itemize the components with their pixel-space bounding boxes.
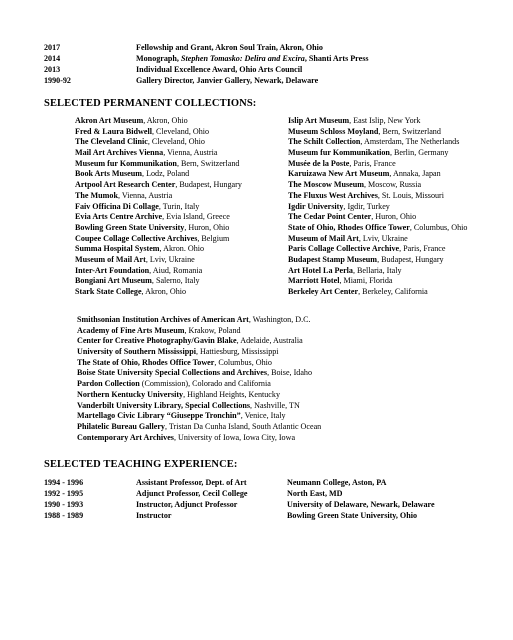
collection-item (288, 202, 467, 213)
collection-item (77, 368, 321, 379)
award-text-part: Monograph, (136, 54, 181, 63)
teaching-years: 1988 - 1989 (44, 511, 84, 520)
collection-name: Center for Creative Photography/Gavin Blake (77, 336, 237, 346)
collection-location: , Highland Heights, Kentucky (183, 389, 280, 399)
collection-item (75, 137, 242, 148)
collection-location: , Vienna, Austria (117, 190, 173, 200)
collection-name: Akron Art Museum (75, 116, 144, 125)
teaching-years: 1990 - 1993 (44, 500, 84, 509)
collection-location: , Adelaide, Australia (236, 336, 303, 346)
collection-location: , Aiud, Romania (149, 265, 203, 275)
collection-item (75, 202, 242, 213)
collection-name: Bongiani Art Museum (75, 276, 152, 286)
collection-location: , Paris, France (399, 244, 446, 254)
collection-name: The Mumok (75, 190, 118, 200)
collection-location: , Hattiesburg, Mississippi (195, 347, 279, 357)
collection-name: Contemporary Art Archives (77, 432, 174, 442)
collection-name: Igdir University (288, 201, 344, 211)
collection-item (288, 234, 467, 245)
teaching-title: Instructor, Adjunct Professor (136, 500, 238, 509)
award-title-italic: Stephen Tomasko: Delira and Excira (180, 54, 305, 63)
collection-item (288, 159, 467, 170)
collection-item (77, 347, 321, 358)
collection-location: , Miami, Florida (339, 276, 393, 286)
collection-name: Museum Schloss Moyland (288, 126, 379, 136)
collection-location: , Tristan Da Cunha Island, South Atlantic Ocean (164, 421, 322, 431)
collection-location: , Belgium (197, 233, 230, 243)
collections-left-column (75, 116, 242, 298)
collection-location: , Lodz, Poland (142, 169, 190, 179)
collection-name: Coupee Collage Collective Archives (75, 233, 198, 243)
collection-name: Berkeley Art Center (288, 287, 359, 296)
award-text-part: Fellowship and Grant, Akron Soul Train, Akron, Ohio (136, 43, 323, 52)
award-text-part: Individual Excellence Award, Ohio Arts Council (136, 65, 303, 74)
teaching-title: Adjunct Professor, Cecil College (136, 489, 248, 498)
collection-item (288, 223, 467, 234)
collection-location: , Bern, Switzerland (378, 126, 441, 136)
collection-item (75, 116, 242, 127)
collection-name: Bowling Green State University (75, 222, 185, 232)
collection-name: Pardon Collection (77, 379, 140, 389)
collection-name: Philatelic Bureau Gallery (77, 421, 165, 431)
collection-item (288, 148, 467, 159)
collection-item (77, 358, 321, 369)
award-year: 2014 (44, 54, 61, 63)
collection-item (75, 191, 242, 202)
collection-location: , Nashville, TN (250, 400, 300, 410)
collection-name: The Fluxus West Archives (288, 190, 378, 200)
collection-location: , Paris, France (349, 158, 396, 168)
collection-location: , Akron, Ohio (141, 287, 187, 296)
collection-name: The Cedar Point Center (288, 212, 372, 222)
collection-item (288, 137, 467, 148)
collection-name: Islip Art Museum (288, 116, 350, 125)
collection-name: Smithsonian Institution Archives of American Art (77, 315, 249, 324)
collection-location: , Krakow, Poland (184, 325, 241, 335)
collection-name: Faiv Officina Di Collage (75, 201, 159, 211)
collection-name: University of Southern Mississippi (77, 347, 196, 357)
collection-item (75, 244, 242, 255)
collection-name: Vanderbilt University Library, Special Collections (77, 400, 251, 410)
collections-center-column (77, 315, 321, 443)
collection-item (77, 315, 321, 326)
collections-heading: SELECTED PERMANENT COLLECTIONS: (44, 98, 257, 109)
collection-location: , Evia Island, Greece (162, 212, 230, 222)
collection-location: , Cleveland, Ohio (151, 126, 210, 136)
collection-item (288, 276, 467, 287)
collection-item (75, 169, 242, 180)
collection-location: , University of Iowa, Iowa City, Iowa (173, 432, 296, 442)
collection-item (77, 433, 321, 444)
collection-location: , Turin, Italy (158, 201, 200, 211)
collection-item (288, 244, 467, 255)
collection-location: , East Islip, New York (349, 116, 421, 125)
collection-location: , St. Louis, Missouri (377, 190, 444, 200)
collection-name: Martellago Civic Library “Giuseppe Tronchin” (77, 411, 241, 421)
collection-item (77, 401, 321, 412)
collection-location: , Amsterdam, The Netherlands (360, 137, 460, 147)
collection-item (288, 127, 467, 138)
collection-name: Academy of Fine Arts Museum (77, 325, 185, 335)
collection-item (288, 266, 467, 277)
collection-location: , Budapest, Hungary (175, 180, 242, 190)
collection-name: Marriott Hotel (288, 276, 340, 286)
collection-item (75, 148, 242, 159)
award-text (136, 43, 323, 53)
collection-location: , Berkeley, California (358, 287, 428, 296)
collection-name: Art Hotel La Perla (288, 265, 353, 275)
collection-item (77, 390, 321, 401)
collection-location: , Huron, Ohio (184, 222, 230, 232)
collection-name: Book Arts Museum (75, 169, 143, 179)
teaching-title: Assistant Professor, Dept. of Art (136, 478, 247, 487)
collection-name: Museum fur Kommunikation (288, 148, 390, 158)
collection-location: , Washington, D.C. (248, 315, 311, 324)
collection-item (75, 127, 242, 138)
collection-item (288, 255, 467, 266)
collection-name: Stark State College (75, 287, 142, 296)
collection-name: The State of Ohio, Rhodes Office Tower (77, 357, 215, 367)
collection-name: Budapest Stamp Museum (288, 254, 378, 264)
collection-name: Karuizawa New Art Museum (288, 169, 390, 179)
teaching-place: Neumann College, Aston, PA (287, 478, 387, 487)
award-year: 2017 (44, 43, 61, 52)
collection-item (288, 180, 467, 191)
collection-item (77, 326, 321, 337)
collection-item (77, 411, 321, 422)
award-year: 1990-92 (44, 76, 71, 85)
collection-name: Northern Kentucky University (77, 389, 184, 399)
teaching-heading: SELECTED TEACHING EXPERIENCE: (44, 459, 238, 470)
collection-item (288, 116, 467, 127)
award-text (136, 65, 302, 75)
award-text (136, 54, 369, 64)
collection-name: Paris Collage Collective Archive (288, 244, 400, 254)
collection-item (288, 191, 467, 202)
award-text-part: Gallery Director, Janvier Gallery, Newark, Delaware (136, 76, 319, 85)
collection-item (75, 266, 242, 277)
teaching-years: 1992 - 1995 (44, 489, 84, 498)
collection-item (75, 159, 242, 170)
collection-item (288, 212, 467, 223)
collection-item (77, 336, 321, 347)
award-text (136, 76, 318, 86)
collection-name: Evia Arts Centre Archive (75, 212, 163, 222)
collection-name: The Schilt Collection (288, 137, 361, 147)
collection-item (75, 180, 242, 191)
teaching-years: 1994 - 1996 (44, 478, 84, 487)
teaching-place: University of Delaware, Newark, Delaware (287, 500, 435, 509)
collection-item (75, 276, 242, 287)
collection-item (75, 234, 242, 245)
award-year: 2013 (44, 65, 61, 74)
collection-name: Inter-Art Foundation (75, 265, 150, 275)
collection-name: Museum fur Kommunikation (75, 158, 177, 168)
collection-name: Fred & Laura Bidwell (75, 126, 152, 136)
collection-item (77, 379, 321, 390)
collection-location: (Commission), Colorado and California (139, 379, 271, 389)
teaching-title: Instructor (136, 511, 172, 520)
collection-location: , Huron, Ohio (371, 212, 417, 222)
collection-name: Summa Hospital System (75, 244, 160, 254)
collection-location: , Columbus, Ohio (214, 357, 272, 367)
collection-location: , Venice, Italy (240, 411, 286, 421)
collection-location: , Columbus, Ohio (409, 222, 468, 232)
collection-location: , Boise, Idaho (267, 368, 313, 378)
collection-item (288, 287, 467, 298)
collection-location: , Berlin, Germany (389, 148, 449, 158)
collection-name: Boise State University Special Collections and Archives (77, 368, 268, 378)
award-text-part: , Shanti Arts Press (304, 54, 369, 63)
collection-item (288, 169, 467, 180)
collection-name: The Moscow Museum (288, 180, 364, 190)
collection-item (75, 223, 242, 234)
collection-location: , Salerno, Italy (151, 276, 200, 286)
collection-name: Artpool Art Research Center (75, 180, 176, 190)
collection-location: , Akron, Ohio (143, 116, 188, 125)
collection-item (75, 212, 242, 223)
collection-location: , Akron. Ohio (159, 244, 205, 254)
collection-name: Mail Art Archives Vienna (75, 148, 164, 158)
collection-location: , Lviv, Ukraine (145, 254, 195, 264)
collection-name: Museum of Mail Art (75, 254, 146, 264)
collection-location: , Annaka, Japan (389, 169, 441, 179)
collection-name: State of Ohio, Rhodes Office Tower (288, 222, 410, 232)
teaching-place: Bowling Green State University, Ohio (287, 511, 418, 520)
collection-location: , Lviv, Ukraine (358, 233, 408, 243)
collection-name: Musée de la Poste (288, 158, 350, 168)
collection-location: , Bellaria, Italy (352, 265, 402, 275)
teaching-place: North East, MD (287, 489, 343, 498)
collections-right-column (288, 116, 467, 298)
collection-location: , Cleveland, Ohio (147, 137, 205, 147)
collection-location: , Vienna, Austria (163, 148, 218, 158)
collection-name: The Cleveland Clinic (75, 137, 148, 147)
collection-item (77, 422, 321, 433)
collection-name: Museum of Mail Art (288, 233, 359, 243)
collection-item (75, 287, 242, 298)
collection-location: , Moscow, Russia (364, 180, 422, 190)
collection-location: , Igdir, Turkey (343, 201, 390, 211)
collection-item (75, 255, 242, 266)
collection-location: , Budapest, Hungary (377, 254, 444, 264)
collection-location: , Bern, Switzerland (176, 158, 240, 168)
